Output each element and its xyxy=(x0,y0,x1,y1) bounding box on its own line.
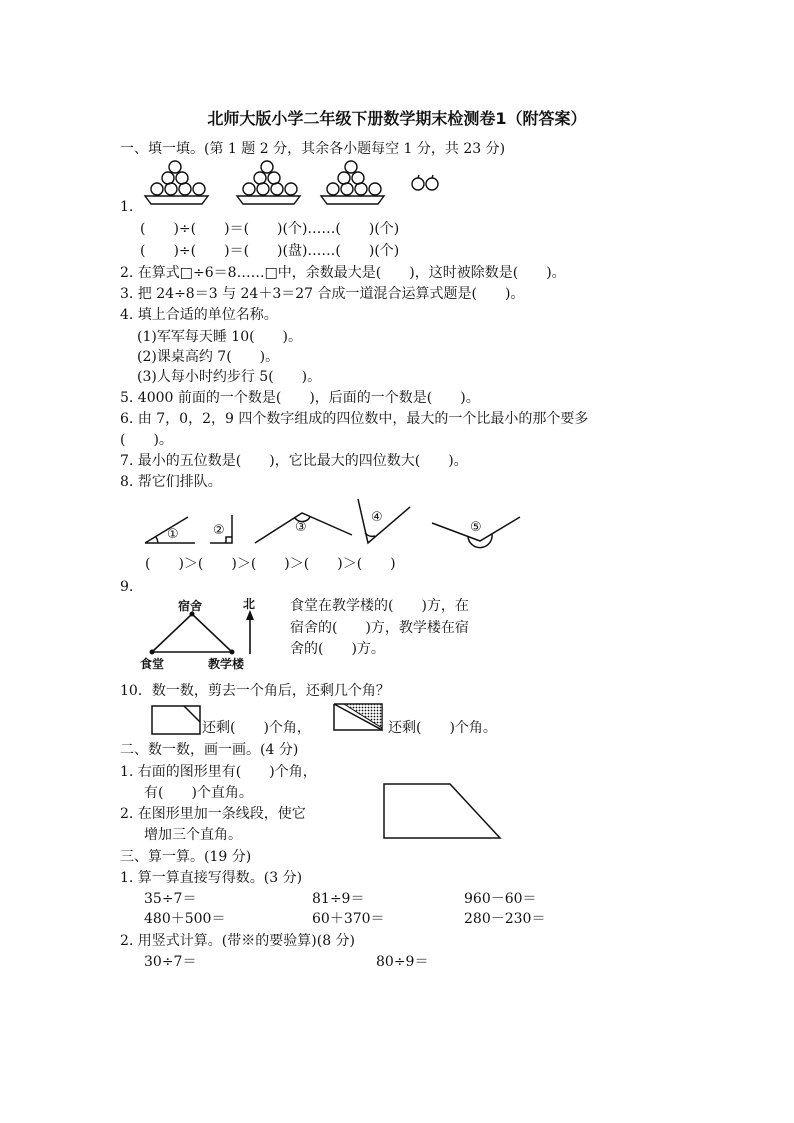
s2-q2a: 2. 在图形里加一条线段，使它 xyxy=(120,806,306,822)
q6-line2: ( )。 xyxy=(120,432,173,448)
q1-number: 1. xyxy=(120,199,134,215)
section2-heading: 二、数一数，画一画。(4 分) xyxy=(120,742,299,758)
q9-line1: 食堂在教学楼的( )方，在 xyxy=(290,598,469,614)
q4-b: (2)课桌高约 7( )。 xyxy=(137,349,280,365)
map-triangle xyxy=(152,614,232,652)
label-canteen: 食堂 xyxy=(140,657,165,671)
calc-item: 81÷9＝ xyxy=(312,891,365,907)
cut-corner-hatched xyxy=(344,704,382,728)
q8-order-line: ( )＞( )＞( )＞( )＞( ) xyxy=(145,556,396,572)
q7: 7. 最小的五位数是( )，它比最大的四位数大( )。 xyxy=(120,453,468,469)
q1-line2: ( )÷( )＝( )(盘)……( )(个) xyxy=(140,243,400,259)
q9-line2: 宿舍的( )方，教学楼在宿 xyxy=(290,620,469,636)
angle-mark-1: ① xyxy=(167,527,179,542)
q10-remain1: 还剩( )个角， xyxy=(202,720,311,736)
q4-text: 4. 填上合适的单位名称。 xyxy=(120,307,278,323)
calc-item: 35÷7＝ xyxy=(144,891,197,907)
vertical-calc-item: 30÷7＝ xyxy=(144,954,197,970)
s2-q1b: 有( )个直角。 xyxy=(144,785,253,801)
map-diagram xyxy=(140,598,265,676)
section3-heading: 三、算一算。(19 分) xyxy=(120,849,252,865)
angle-4 xyxy=(358,499,410,543)
cut-line xyxy=(184,706,200,722)
q8-text: 8. 帮它们排队。 xyxy=(120,474,222,490)
plate-1 xyxy=(145,161,208,204)
angle-mark-3: ③ xyxy=(295,520,307,535)
q10-text: 10．数一数，剪去一个角后，还剩几个角？ xyxy=(120,683,390,699)
leftover-fruits xyxy=(412,175,438,190)
s3-q1-text: 1. 算一算直接写得数。(3 分) xyxy=(120,870,303,886)
angle-mark-4: ④ xyxy=(371,510,383,525)
angle-mark-2: ② xyxy=(213,523,225,538)
q5: 5. 4000 前面的一个数是( )，后面的一个数是( )。 xyxy=(120,390,480,406)
label-teaching-building: 教学楼 xyxy=(208,657,245,671)
q6-line1: 6. 由 7，0，2，9 四个数字组成的四位数中，最大的一个比最小的那个要多 xyxy=(120,411,589,427)
q4-c: (3)人每小时约步行 5( )。 xyxy=(137,369,322,385)
q3: 3. 把 24÷8＝3 与 24＋3＝27 合成一道混合运算式题是( )。 xyxy=(120,286,525,302)
s3-q2-text: 2. 用竖式计算。(带※的要验算)(8 分) xyxy=(120,933,356,949)
s2-q1a: 1. 右面的图形里有( )个角， xyxy=(120,764,317,780)
plate-3 xyxy=(321,161,384,204)
calc-item: 280－230＝ xyxy=(464,911,546,927)
s2-q2b: 增加三个直角。 xyxy=(144,827,242,843)
angle-mark-5: ⑤ xyxy=(470,520,482,535)
calc-item: 60＋370＝ xyxy=(312,911,385,927)
q10-remain2: 还剩( )个角。 xyxy=(388,720,497,736)
plate-2 xyxy=(237,161,300,204)
north-arrow-icon xyxy=(246,610,254,620)
q9-number: 9. xyxy=(120,579,134,595)
q4-a: (1)军军每天睡 10( )。 xyxy=(137,329,303,345)
q2: 2. 在算式□÷6＝8……□中，余数最大是( )，这时被除数是( )。 xyxy=(120,265,566,281)
rectangle-shape xyxy=(152,706,200,734)
trapezoid-figure xyxy=(380,780,505,842)
label-dorm: 宿舍 xyxy=(178,599,203,613)
calc-item: 480＋500＝ xyxy=(144,911,226,927)
q1-line1: ( )÷( )＝( )(个)……( )(个) xyxy=(140,221,400,237)
page-title: 北师大版小学二年级下册数学期末检测卷1（附答案） xyxy=(207,109,587,128)
vertical-calc-item: 80÷9＝ xyxy=(376,954,429,970)
fruit-plates-illustration xyxy=(140,158,450,208)
calc-item: 960－60＝ xyxy=(464,891,537,907)
label-north: 北 xyxy=(243,598,256,611)
section1-heading: 一、填一填。(第 1 题 2 分，其余各小题每空 1 分，共 23 分) xyxy=(120,141,506,157)
angles-illustration xyxy=(140,495,540,553)
q9-line3: 舍的( )方。 xyxy=(290,641,385,657)
